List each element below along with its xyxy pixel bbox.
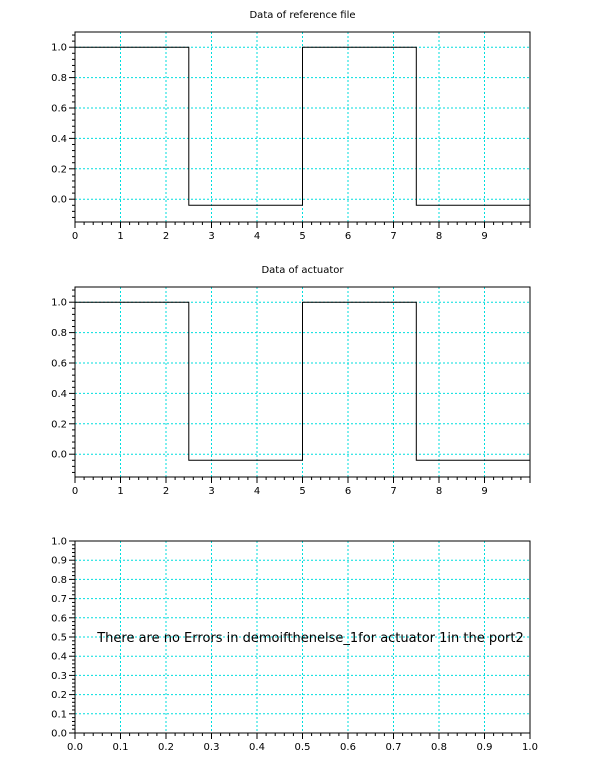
x-tick-label: 0.7 [385,742,402,753]
y-tick-label: 0.8 [51,73,67,85]
chart-2 [51,265,530,497]
x-tick-label: 8 [435,231,443,242]
y-tick-label: 0.8 [51,574,67,586]
x-tick-label: 2 [162,231,170,242]
annotation-text: There are no Errors in demoifthenelse_1for actuator 1in the port2 [97,631,524,646]
x-tick-label: 3 [208,486,215,497]
x-tick-label: 9 [481,231,488,242]
y-tick-label: 0.4 [51,651,67,663]
y-tick-label: 0.9 [51,555,67,567]
x-tick-label: 1 [117,486,124,497]
x-tick-label: 7 [390,486,397,497]
x-tick-label: 6 [344,486,352,497]
x-tick-label: 5 [299,231,306,242]
chart-title: Data of reference file [249,10,356,21]
y-tick-label: 0.4 [51,388,67,400]
x-tick-label: 1 [117,231,124,242]
x-tick-label: 0.3 [203,742,220,753]
x-tick-label: 0.0 [67,742,83,753]
x-tick-label: 0.5 [294,742,311,753]
x-tick-label: 0 [71,231,79,242]
y-tick-label: 0.5 [51,632,67,644]
x-tick-label: 9 [481,486,488,497]
series-line [75,47,530,205]
y-tick-label: 0.0 [51,449,67,461]
chart-1 [51,10,530,242]
x-tick-label: 6 [344,231,352,242]
y-tick-label: 1.0 [51,536,67,548]
x-tick-label: 4 [253,231,261,242]
y-tick-label: 0.4 [51,133,67,145]
series-line [75,302,530,460]
x-tick-label: 0.6 [340,742,356,753]
y-tick-label: 0.2 [51,419,67,431]
y-tick-label: 1.0 [51,42,67,54]
y-tick-label: 0.8 [51,328,67,340]
x-tick-label: 0.8 [431,742,447,753]
x-tick-label: 8 [435,486,443,497]
x-tick-label: 0 [71,486,79,497]
y-tick-label: 0.0 [51,728,67,740]
y-tick-label: 0.0 [51,194,67,206]
y-tick-label: 0.6 [51,358,67,370]
x-tick-label: 0.2 [158,742,174,753]
chart-title: Data of actuator [261,265,344,276]
x-tick-label: 1.0 [522,742,538,753]
y-tick-label: 0.6 [51,103,67,115]
y-tick-label: 0.2 [51,690,67,702]
x-tick-label: 0.1 [112,742,129,753]
y-tick-label: 0.6 [51,613,67,625]
y-tick-label: 0.2 [51,164,67,176]
y-tick-label: 0.7 [51,594,67,606]
y-tick-label: 0.1 [51,709,67,721]
chart-3 [51,537,538,754]
x-tick-label: 7 [390,231,397,242]
x-tick-label: 4 [253,486,261,497]
y-tick-label: 0.3 [51,670,67,682]
x-tick-label: 0.4 [249,742,265,753]
x-tick-label: 5 [299,486,306,497]
y-tick-label: 1.0 [51,297,67,309]
x-tick-label: 3 [208,231,215,242]
x-tick-label: 2 [162,486,170,497]
x-tick-label: 0.9 [476,742,493,753]
